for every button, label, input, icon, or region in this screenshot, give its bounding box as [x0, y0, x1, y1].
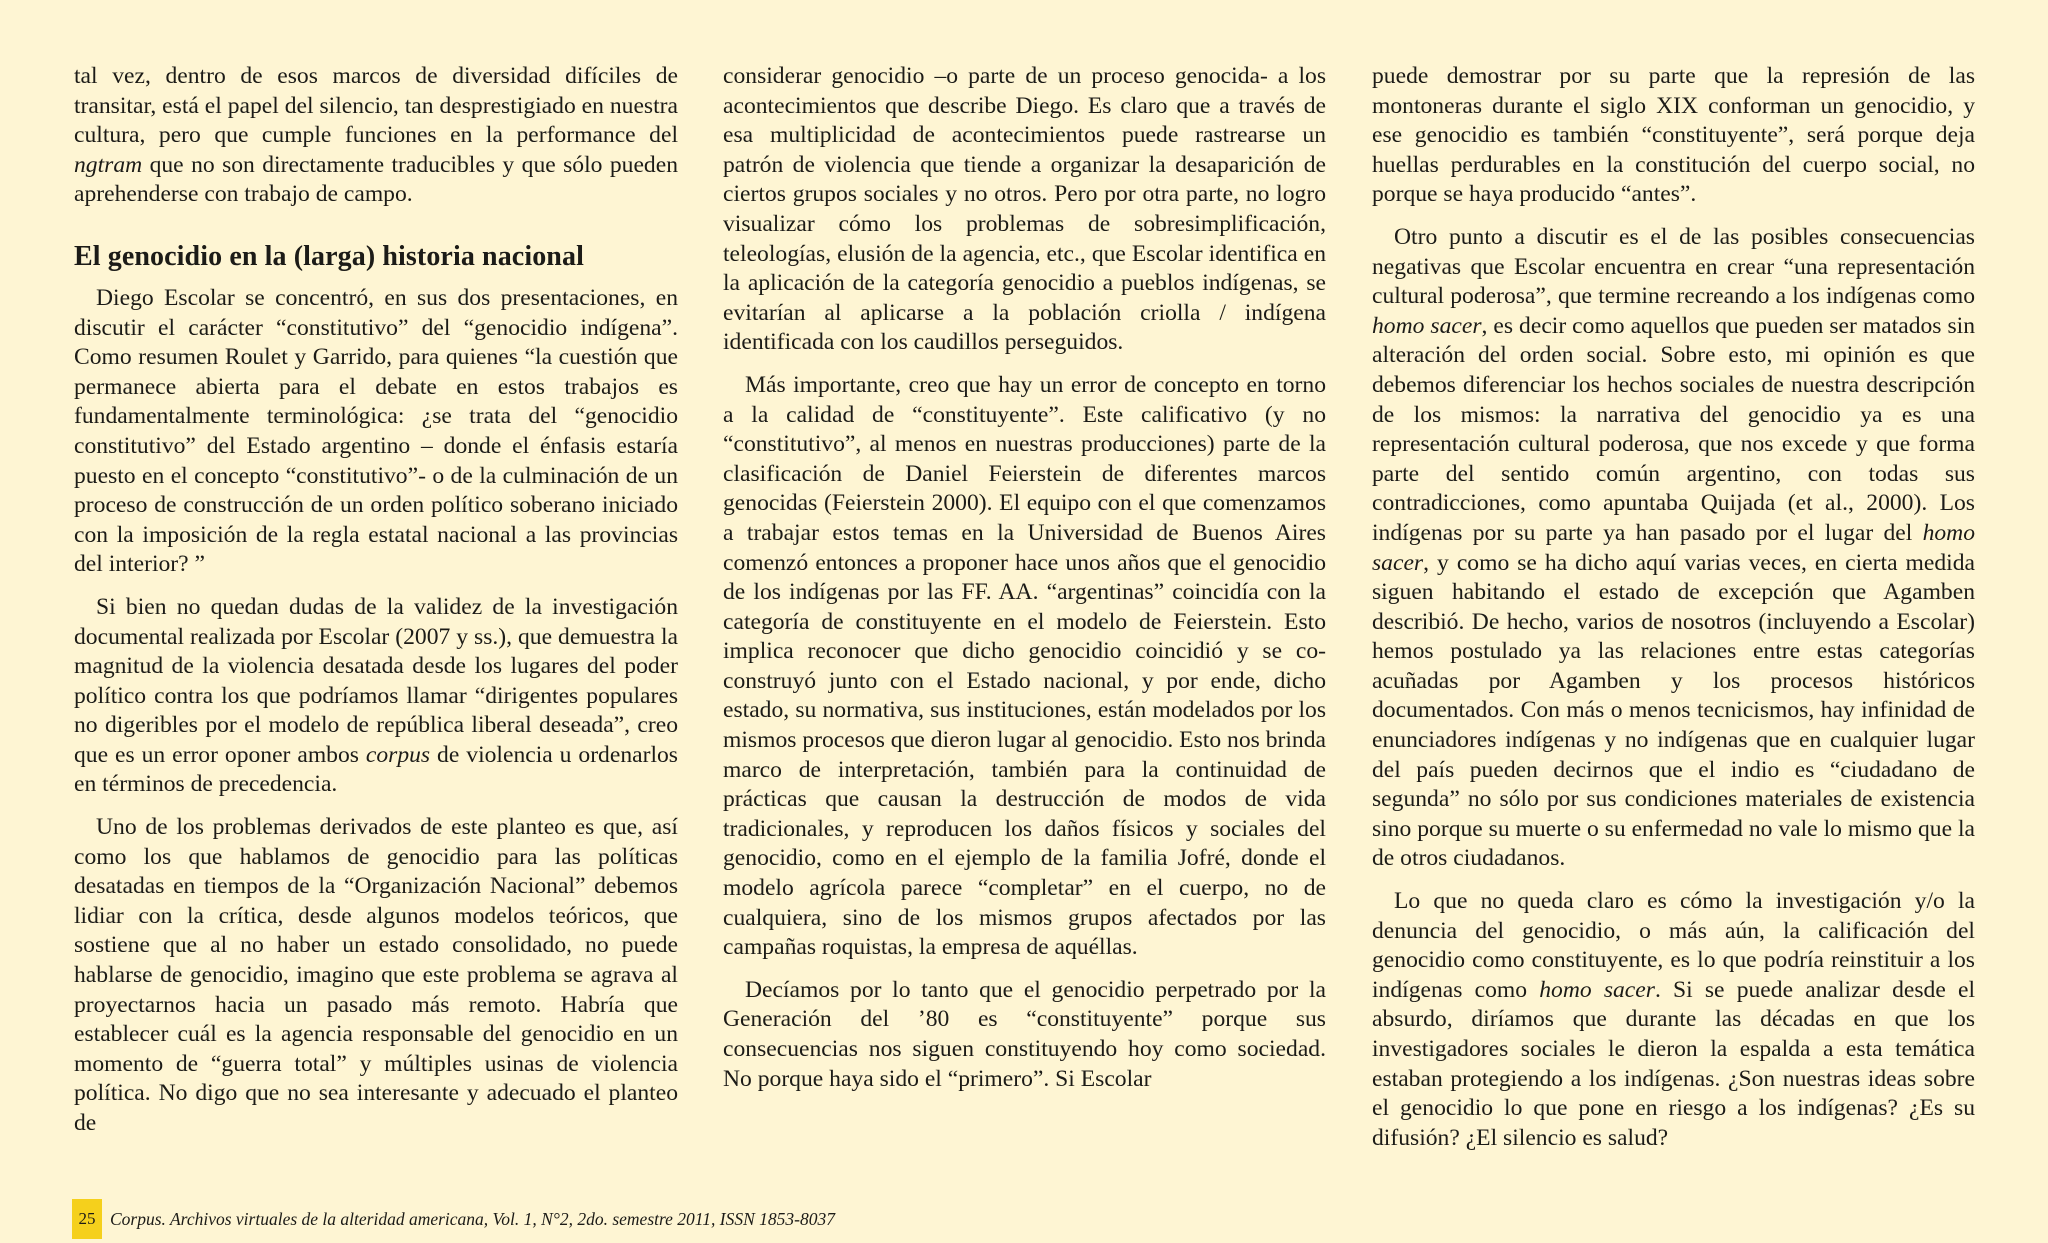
- text-column-2: [723, 62, 1326, 1107]
- journal-citation: Corpus. Archivos virtuales de la alteridad americana, Vol. 1, N°2, 2do. semestre 2011, ISSN 1853-8037: [110, 1208, 835, 1229]
- text-column-3: [1372, 62, 1975, 1166]
- paragraph: puede demostrar por su parte que la represión de las montoneras durante el siglo XIX conforman un genocidio, y ese genocidio es también “constituyente”, será porque deja huellas perdurables en la constitución del cuerpo social, no porque se haya producido “antes”.: [1372, 63, 1975, 208]
- paragraph: Uno de los problemas derivados de este planteo es que, así como los que hablamos de genocidio para las políticas desatadas en tiempos de la “Organización Nacional” debemos lidiar con la crítica, desde algunos modelos teóricos, que sostiene que al no haber un estado consolidado, no puede hablarse de genocidio, imagino que este problema se agrava al proyectarnos hacia un pasado más remoto. Habría que establecer cuál es la agencia responsable del genocidio en un momento de “guerra total” y múltiples usinas de violencia política. No digo que no sea interesante y adecuado el planteo de: [74, 814, 678, 1136]
- paragraph: Decíamos por lo tanto que el genocidio perpetrado por la Generación del ’80 es “constituyente” porque sus consecuencias nos siguen constituyendo hoy como sociedad. No porque haya sido el “primero”. Si Escolar: [723, 976, 1326, 1092]
- paragraph: Lo que no queda claro es cómo la investigación y/o la denuncia del genocidio, o más aún, la calificación del genocidio como constituyente, es lo que podría reinstituir a los indígenas como homo sacer. Si se puede analizar desde el absurdo, diríamos que durante las décadas en que los investigadores sociales le dieron la espalda a esta temática estaban protegiendo a los indígenas. ¿Son nuestras ideas sobre el genocidio lo que pone en riesgo a los indígenas? ¿Es su difusión? ¿El silencio es salud?: [1372, 888, 1975, 1151]
- paragraph: considerar genocidio –o parte de un proceso genocida- a los acontecimientos que describe Diego. Es claro que a través de esa multiplicidad de acontecimientos puede rastrearse un patrón de violencia que tiende a organizar la desaparición de ciertos grupos sociales y no otros. Pero por otra parte, no logro visualizar cómo los problemas de sobresimplificación, teleologías, elusión de la agencia, etc., que Escolar identifica en la aplicación de la categoría genocidio a pueblos indígenas, se evitarían al aplicarse a la población criolla / indígena identificada con los caudillos perseguidos.: [723, 63, 1326, 356]
- paragraph: Otro punto a discutir es el de las posibles consecuencias negativas que Escolar encuentra en crear “una representación cultural poderosa”, que termine recreando a los indígenas como homo sacer, es decir como aquellos que pueden ser matados sin alteración del orden social. Sobre esto, mi opinión es que debemos diferenciar los hechos sociales de nuestra descripción de los mismos: la narrativa del genocidio ya es una representación cultural poderosa, que nos excede y que forma parte del sentido común argentino, con todas sus contradicciones, como apuntaba Quijada (et al., 2000). Los indígenas por su parte ya han pasado por el lugar del homo sacer, y como se ha dicho aquí varias veces, en cierta medida siguen habitando el estado de excepción que Agamben describió. De hecho, varios de nosotros (incluyendo a Escolar) hemos postulado ya las relaciones entre estas categorías acuñadas por Agamben y los procesos históricos documentados. Con más o menos tecnicismos, hay infinidad de enunciadores indígenas y no indígenas que en cualquier lugar del país pueden decirnos que el indio es “ciudadano de segunda” no sólo por sus condiciones materiales de existencia sino porque su muerte o su enfermedad no vale lo mismo que la de otros ciudadanos.: [1372, 223, 1975, 872]
- paragraph: Diego Escolar se concentró, en sus dos presentaciones, en discutir el carácter “constitutivo” del “genocidio indígena”. Como resumen Roulet y Garrido, para quienes “la cuestión que permanece abierta para el debate en estos trabajos es fundamentalmente terminológica: ¿se trata del “genocidio constitutivo” del Estado argentino – donde el énfasis estaría puesto en el concepto “constitutivo”- o de la culminación de un proceso de construcción de un orden político soberano iniciado con la imposición de la regla estatal nacional a las provincias del interior? ”: [74, 284, 678, 578]
- text-column-1: [74, 62, 678, 1152]
- page-footer: [72, 1199, 835, 1239]
- section-heading: El genocidio en la (larga) historia nacional: [74, 240, 584, 272]
- paragraph: tal vez, dentro de esos marcos de diversidad difíciles de transitar, está el papel del silencio, tan desprestigiado en nuestra cultura, pero que cumple funciones en la performance del ngtram que no son directamente traducibles y que sólo pueden aprehenderse con trabajo de campo.: [74, 63, 678, 208]
- paragraph: Si bien no quedan dudas de la validez de la investigación documental realizada por Escolar (2007 y ss.), que demuestra la magnitud de la violencia desatada desde los lugares del poder político contra los que podríamos llamar “dirigentes populares no digeribles por el modelo de república liberal deseada”, creo que es un error oponer ambos corpus de violencia u ordenarlos en términos de precedencia.: [74, 593, 678, 798]
- paragraph: Más importante, creo que hay un error de concepto en torno a la calidad de “constituyente”. Este calificativo (y no “constitutivo”, al menos en nuestras producciones) parte de la clasificación de Daniel Feierstein de diferentes marcos genocidas (Feierstein 2000). El equipo con el que comenzamos a trabajar estos temas en la Universidad de Buenos Aires comenzó entonces a proponer hace unos años que el genocidio de los indígenas por las FF. AA. “argentinas” coincidía con la categoría de constituyente en el modelo de Feierstein. Esto implica reconocer que dicho genocidio coincidió y se co-construyó junto con el Estado nacional, y por ende, dicho estado, su normativa, sus instituciones, están modelados por los mismos procesos que dieron lugar al genocidio. Esto nos brinda marco de interpretación, también para la continuidad de prácticas que causan la destrucción de modos de vida tradicionales, y reproducen los daños físicos y sociales del genocidio, como en el ejemplo de la familia Jofré, donde el modelo agrícola parece “completar” en el cuerpo, no de cualquiera, sino de los mismos grupos afectados por las campañas roquistas, la empresa de aquéllas.: [723, 371, 1326, 961]
- page-number-badge: 25: [72, 1199, 102, 1239]
